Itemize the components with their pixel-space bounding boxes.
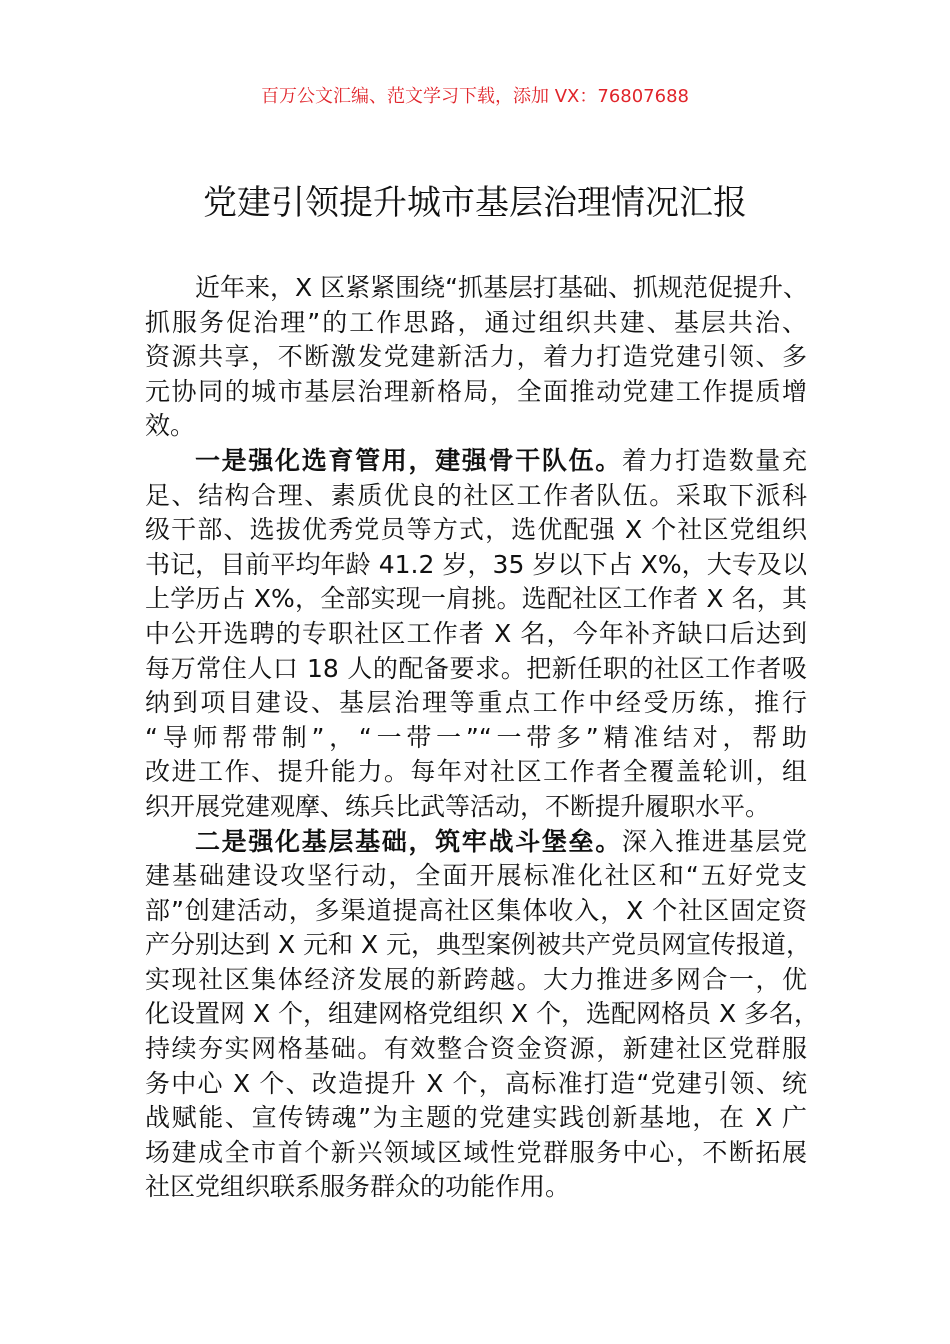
- line-text: 务中心 X 个、改造提升 X 个，高标准打造“党建引领、统: [145, 1068, 807, 1098]
- line-text: 化设置网 X 个，组建网格党组织 X 个，选配网格员 X 多名，: [145, 999, 820, 1029]
- paragraph-lead: 一是强化选育管用，建强骨干队伍。: [195, 445, 622, 475]
- line-text: 资源共享，不断激发党建新活力，着力打造党建引领、多: [145, 342, 807, 372]
- line-text: 每万常住人口 18 人的配备要求。把新任职的社区工作者吸: [145, 653, 807, 683]
- text-line: [145, 444, 807, 479]
- text-line: [145, 375, 807, 410]
- line-text: 着力打造数量充: [621, 445, 807, 475]
- line-text: 织开展党建观摩、练兵比武等活动，不断提升履职水平。: [145, 791, 771, 821]
- line-text: 中公开选聘的专职社区工作者 X 名，今年补齐缺口后达到: [145, 618, 807, 648]
- text-line: [145, 652, 807, 687]
- line-text: 元协同的城市基层治理新格局，全面推动党建工作提质增: [145, 376, 807, 406]
- text-line: [145, 928, 812, 963]
- text-line: [145, 825, 807, 860]
- text-line: [145, 997, 820, 1032]
- text-line: [145, 548, 807, 583]
- text-line: [145, 409, 807, 444]
- line-text: 近年来，X 区紧紧围绕“抓基层打基础、抓规范促提升、: [195, 273, 809, 302]
- text-line: [145, 1067, 807, 1102]
- text-line: [145, 1170, 807, 1205]
- text-line: [145, 755, 807, 790]
- watermark-header: 百万公文汇编、范文学习下载，添加 VX：76807688: [261, 86, 689, 107]
- text-line: [145, 340, 807, 375]
- line-text: 抓服务促治理”的工作思路，通过组织共建、基层共治、: [145, 307, 807, 337]
- line-text: 战赋能、宣传铸魂”为主题的党建实践创新基地，在 X 广: [145, 1103, 807, 1133]
- text-line: [145, 894, 807, 929]
- line-text: 建基础建设攻坚行动，全面开展标准化社区和“五好党支: [145, 861, 807, 891]
- text-line: [145, 513, 807, 548]
- text-line: [145, 479, 807, 514]
- document-title: 党建引领提升城市基层治理情况汇报: [203, 183, 747, 223]
- document-body: [145, 271, 820, 1205]
- line-text: 改进工作、提升能力。每年对社区工作者全覆盖轮训，组: [145, 757, 807, 787]
- line-text: “导师帮带制”，“一带一”“一带多”精准结对，帮助: [145, 722, 807, 752]
- text-line: [145, 582, 807, 617]
- text-line: [145, 721, 807, 756]
- text-line: [145, 271, 807, 306]
- text-line: [145, 1032, 807, 1067]
- paragraph-lead: 二是强化基层基础，筑牢战斗堡垒。: [195, 826, 622, 856]
- text-line: [145, 1136, 807, 1171]
- line-text: 纳到项目建设、基层治理等重点工作中经受历练，推行: [145, 688, 807, 718]
- line-text: 实现社区集体经济发展的新跨越。大力推进多网合一，优: [145, 964, 807, 994]
- line-text: 深入推进基层党: [621, 826, 807, 856]
- line-text: 产分别达到 X 元和 X 元，典型案例被共产党员网宣传报道，: [145, 930, 812, 960]
- paragraph: [145, 271, 807, 444]
- line-text: 场建成全市首个新兴领域区域性党群服务中心，不断拓展: [145, 1137, 807, 1167]
- text-line: [145, 963, 807, 998]
- text-line: [145, 686, 807, 721]
- line-text: 足、结构合理、素质优良的社区工作者队伍。采取下派科: [145, 480, 807, 510]
- line-text: 社区党组织联系服务群众的功能作用。: [145, 1172, 571, 1202]
- text-line: [145, 859, 807, 894]
- line-text: 书记，目前平均年龄 41.2 岁，35 岁以下占 X%，大专及以: [145, 549, 807, 579]
- text-line: [145, 1101, 807, 1136]
- paragraph: [145, 825, 820, 1206]
- line-text: 效。: [145, 411, 196, 441]
- line-text: 部”创建活动，多渠道提高社区集体收入，X 个社区固定资: [145, 895, 807, 925]
- line-text: 持续夯实网格基础。有效整合资金资源，新建社区党群服: [145, 1034, 807, 1064]
- paragraph: [145, 444, 807, 825]
- text-line: [145, 617, 807, 652]
- line-text: 级干部、选拔优秀党员等方式，选优配强 X 个社区党组织: [145, 515, 807, 545]
- line-text: 上学历占 X%，全部实现一肩挑。选配社区工作者 X 名，其: [145, 584, 807, 614]
- text-line: [145, 306, 807, 341]
- text-line: [145, 790, 807, 825]
